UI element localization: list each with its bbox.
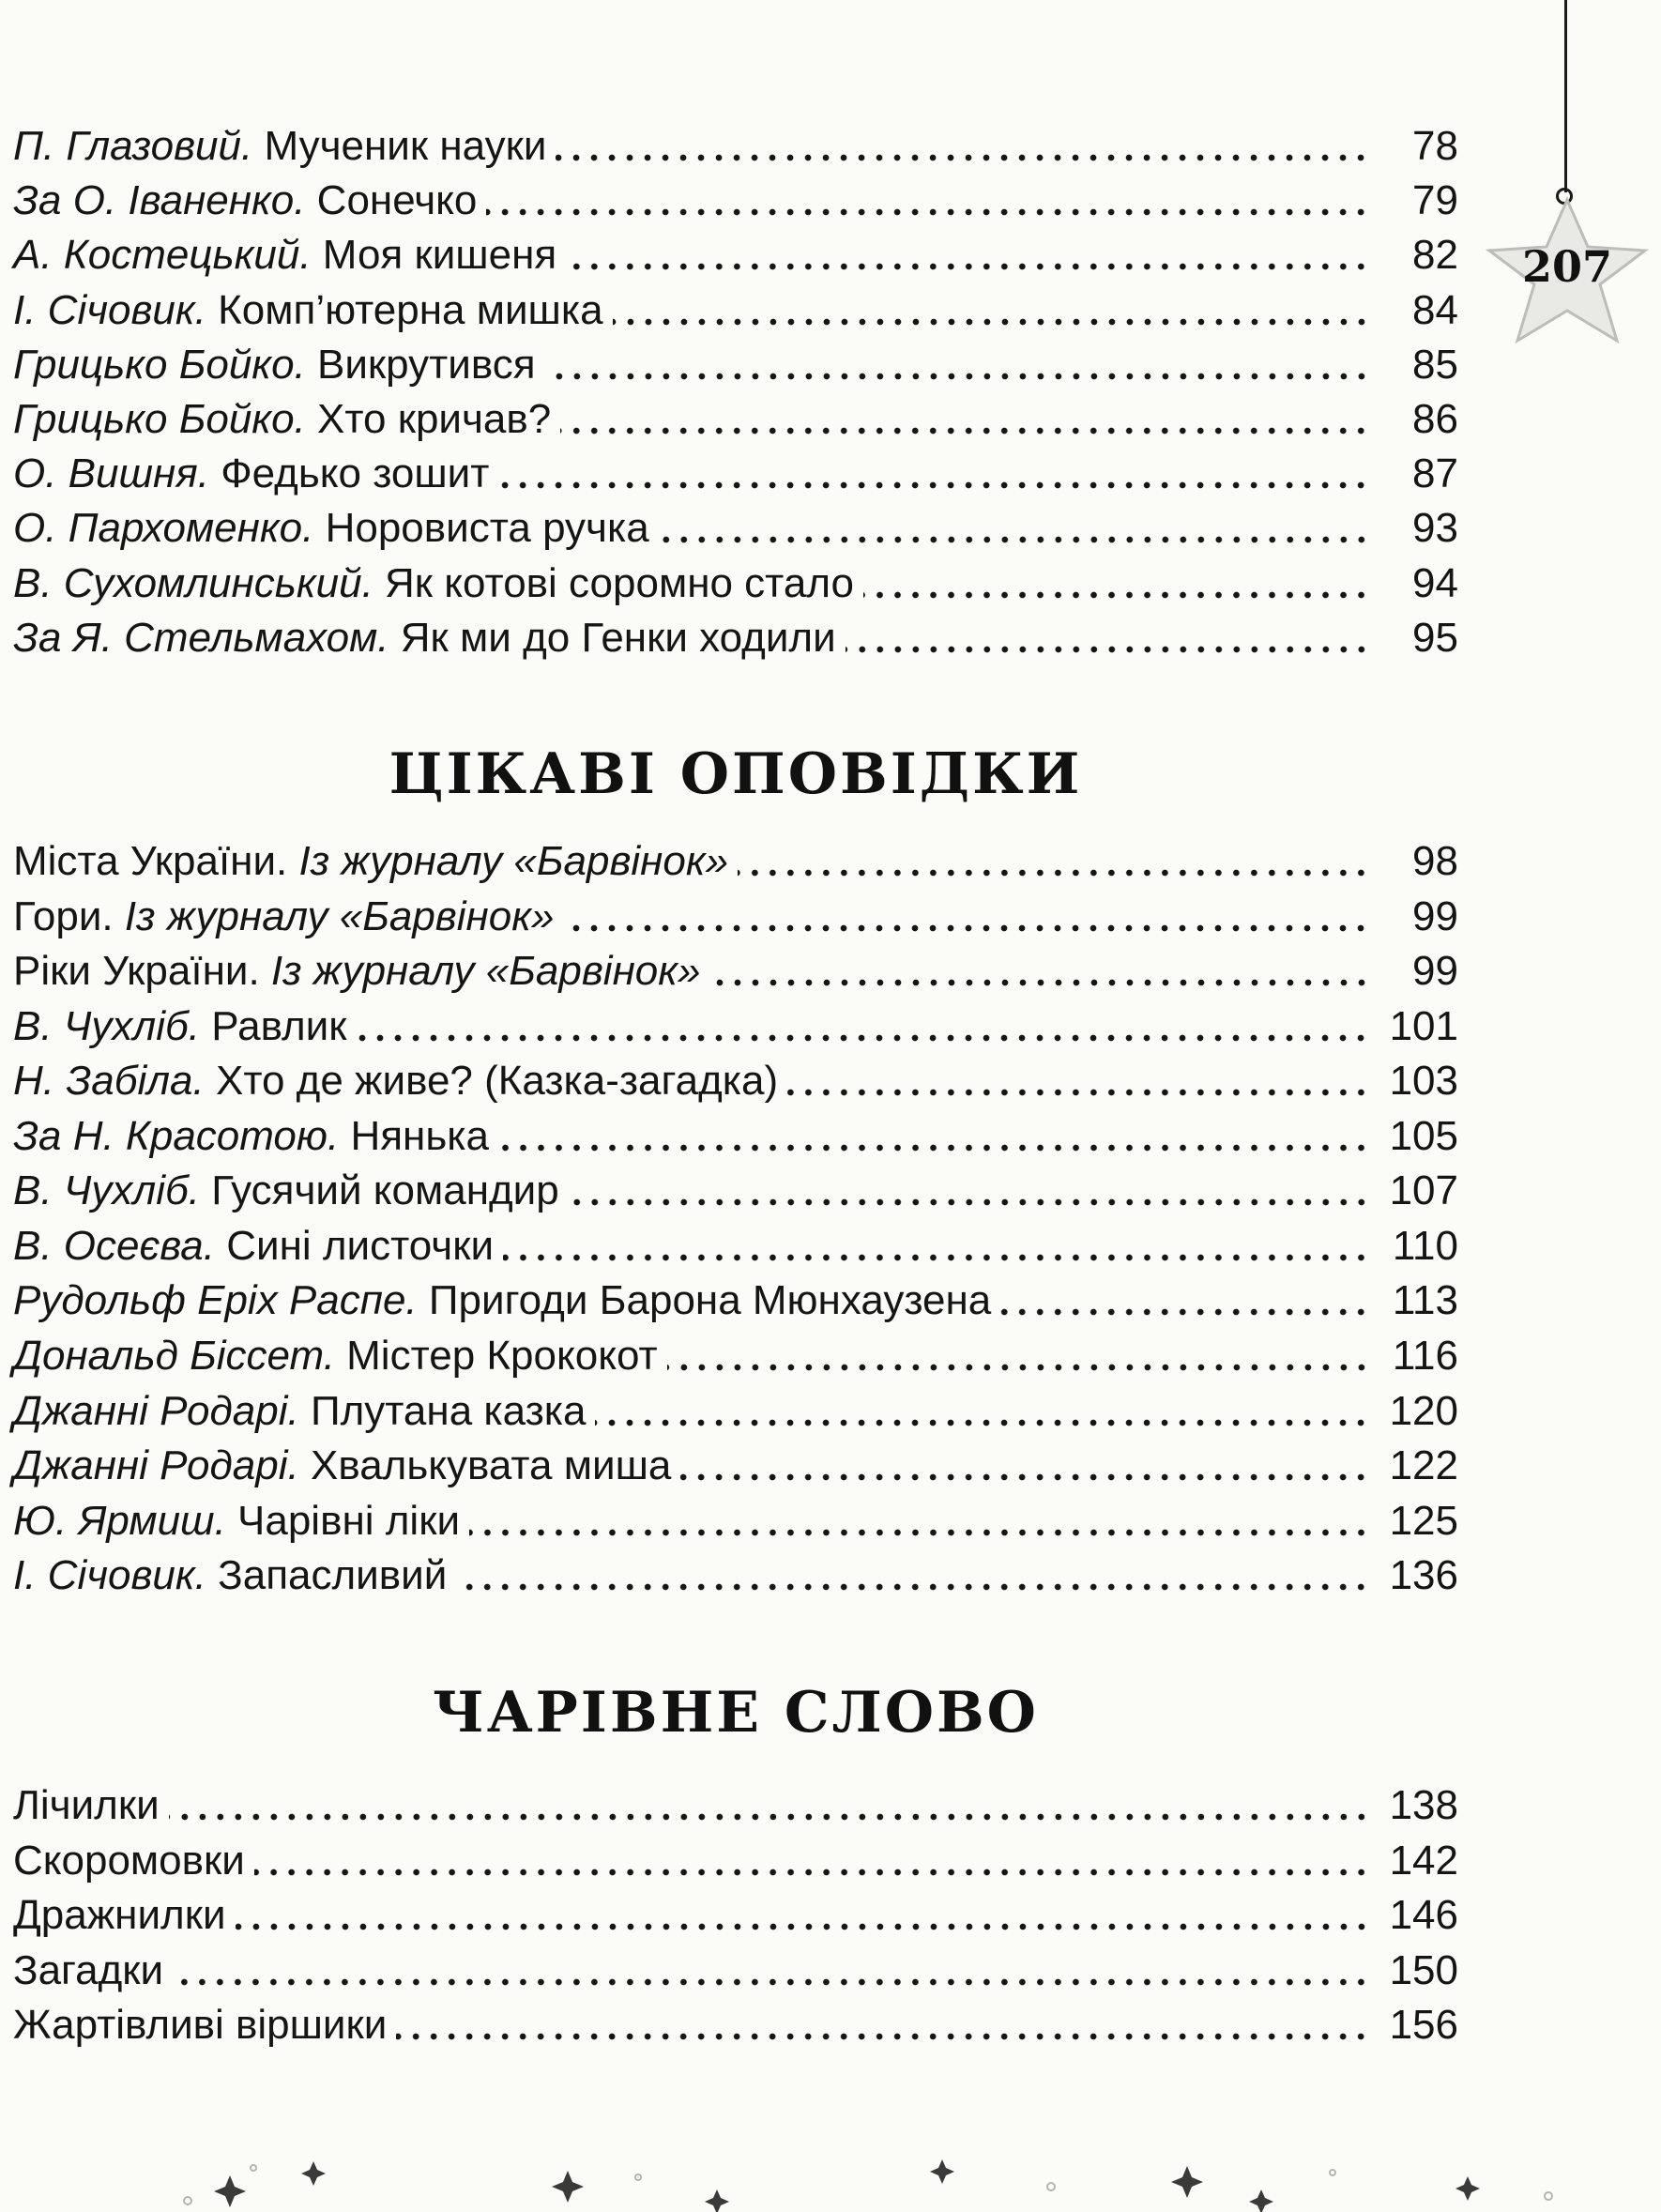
entry-page-number: 95 [1412, 615, 1458, 661]
entry-author: Н. Забіла. [13, 1058, 205, 1104]
entry-title-group [13, 1060, 778, 1102]
entry-author: І. Січовик. [13, 1552, 206, 1598]
toc-entry[interactable] [13, 277, 1458, 331]
entry-title-group [13, 1388, 587, 1434]
dot-leader [560, 427, 1370, 435]
entry-page-number: 87 [1412, 450, 1458, 496]
dot-leader [738, 869, 1370, 877]
entry-title-group [13, 1782, 160, 1828]
entry-page-number: 146 [1389, 1892, 1458, 1938]
entry-title: Федько зошит [221, 450, 490, 496]
entry-title-group [13, 1552, 448, 1598]
entry-page-number: 99 [1412, 893, 1458, 939]
section-heading: ЦІКАВІ ОПОВІДКИ [389, 741, 1083, 807]
entry-title: Скоромовки [13, 1838, 245, 1884]
entry-title: Хто де живе? (Казка-загадка) [215, 1058, 779, 1104]
entry-title: Як котові соромно стало [385, 560, 854, 606]
entry-author: За Я. Стельмахом. [13, 615, 389, 661]
entry-author: О. Пархоменко. [13, 505, 314, 551]
entry-title: Міста України. [13, 838, 288, 884]
entry-author: І. Січовик. [13, 287, 206, 333]
entry-title: Хто кричав? [317, 396, 552, 442]
dot-leader [503, 1254, 1370, 1261]
entry-title-group [13, 1442, 672, 1488]
entry-title-group [13, 396, 552, 442]
entry-title: Равлик [211, 1003, 347, 1049]
entry-source: Із журналу «Барвінок» [124, 893, 555, 939]
entry-page-number: 113 [1392, 1277, 1458, 1323]
toc-entry[interactable] [13, 1378, 1458, 1432]
entry-title-group [13, 1335, 658, 1377]
entry-page-number: 93 [1412, 505, 1458, 551]
entry-author: А. Костецький. [13, 232, 312, 278]
dot-leader [545, 373, 1370, 380]
entry-author: В. Осеєва. [13, 1223, 215, 1269]
entry-title: Гусячий командир [211, 1167, 559, 1213]
entry-page-number: 103 [1389, 1058, 1458, 1104]
entry-title-group [13, 893, 555, 939]
dot-leader [613, 318, 1370, 326]
entry-title: Жартівливі віршики [13, 2002, 388, 2048]
toc-entry[interactable] [13, 1103, 1458, 1157]
entry-title: Загадки [13, 1947, 164, 1993]
entry-author: Джанні Родарі. [13, 1388, 299, 1434]
entry-title-group [13, 560, 854, 606]
page-number-star [1478, 192, 1656, 352]
toc-entry[interactable] [13, 1542, 1458, 1596]
entry-author: За Н. Красотою. [13, 1113, 340, 1159]
dot-leader [566, 263, 1370, 270]
entry-page-number: 125 [1389, 1498, 1458, 1544]
sparkle-icon [552, 2171, 584, 2203]
entry-author: Джанні Родарі. [13, 1442, 299, 1488]
sparkle-icon [301, 2161, 326, 2186]
entry-title-group [13, 615, 836, 661]
sparkle-icon [1249, 2189, 1273, 2212]
entry-title: Запасливий [218, 1552, 448, 1598]
dot-leader [556, 154, 1370, 161]
entry-title: Містер Крококот [346, 1333, 658, 1379]
toc-entry[interactable] [13, 1213, 1458, 1267]
entry-page-number: 122 [1389, 1442, 1458, 1488]
toc-entry[interactable] [13, 1267, 1458, 1321]
entry-title-group [13, 1277, 992, 1323]
entry-page-number: 107 [1389, 1167, 1458, 1213]
entry-title: Комп’ютерна мишка [218, 287, 603, 333]
entry-page-number: 79 [1412, 177, 1458, 223]
entry-title: Плутана казка [310, 1388, 587, 1434]
sparkle-icon [1455, 2176, 1480, 2201]
entry-author: Грицько Бойко. [13, 396, 306, 442]
entry-title-group [13, 1498, 461, 1544]
entry-page-number: 101 [1389, 1003, 1458, 1049]
entry-title: Лічилки [13, 1782, 160, 1828]
toc-entry[interactable] [13, 495, 1458, 549]
entry-author: Рудольф Еріх Распе. [13, 1277, 418, 1323]
entry-title: Хвалькувата миша [310, 1442, 672, 1488]
toc-entry[interactable] [13, 331, 1458, 386]
dot-leader [667, 1364, 1370, 1371]
entry-title-group [13, 1892, 226, 1938]
entry-title-group [13, 1840, 245, 1882]
entry-title: Ріки України. [13, 948, 260, 994]
entry-title-group [13, 450, 490, 496]
entry-title: Як ми до Генки ходили [400, 615, 836, 661]
dot-leader [680, 1473, 1370, 1481]
dot-leader [396, 2033, 1370, 2040]
entry-page-number: 110 [1392, 1223, 1458, 1269]
sparkle-icon [705, 2189, 729, 2212]
section-heading: ЧАРІВНЕ СЛОВО [433, 1680, 1039, 1746]
toc-entry[interactable] [13, 1487, 1458, 1542]
entry-title-group [13, 838, 729, 884]
entry-title-group [13, 1947, 164, 1993]
sparkle-icon [1171, 2166, 1203, 2198]
toc-entry[interactable] [13, 113, 1458, 167]
toc-entry[interactable] [13, 1157, 1458, 1212]
entry-page-number: 116 [1392, 1333, 1458, 1379]
entry-page-number: 142 [1389, 1838, 1458, 1884]
toc-entry[interactable] [13, 883, 1458, 938]
entry-page-number: 150 [1389, 1947, 1458, 1993]
dot-leader [456, 1583, 1370, 1591]
entry-title: Чарівні ліки [237, 1498, 461, 1544]
dot-leader [563, 924, 1370, 932]
dot-leader [486, 208, 1370, 216]
page-number: 207 [1521, 241, 1613, 292]
entry-source: Із журналу «Барвінок» [270, 948, 701, 994]
entry-title-group [13, 505, 649, 551]
entry-author: В. Чухліб. [13, 1167, 200, 1213]
dot-leader [595, 1419, 1370, 1426]
entry-title-group [13, 344, 536, 386]
toc-entry[interactable] [13, 1432, 1458, 1487]
entry-title: Норовиста ручка [325, 505, 649, 551]
entry-page-number: 86 [1412, 396, 1458, 442]
entry-title-group [13, 1003, 347, 1049]
toc-entry[interactable] [13, 1322, 1458, 1377]
entry-title-group [13, 1223, 495, 1269]
toc-entry[interactable] [13, 1991, 1458, 2046]
entry-title: Пригоди Барона Мюнхаузена [428, 1277, 992, 1323]
dot-leader [254, 1869, 1370, 1876]
entry-page-number: 105 [1389, 1113, 1458, 1159]
entry-page-number: 99 [1412, 948, 1458, 994]
entry-page-number: 120 [1389, 1388, 1458, 1434]
entry-title-group [13, 123, 547, 169]
decorative-stars-footer [0, 2149, 1661, 2212]
dot-leader [787, 1089, 1370, 1096]
entry-page-number: 94 [1412, 560, 1458, 606]
entry-author: Ю. Ярмиш. [13, 1498, 226, 1544]
ornament-string [1564, 0, 1567, 192]
entry-page-number: 82 [1412, 232, 1458, 278]
entry-title: Нянька [350, 1113, 489, 1159]
dot-leader [1000, 1308, 1370, 1316]
entry-page-number: 78 [1412, 123, 1458, 169]
toc-entry[interactable] [13, 386, 1458, 440]
entry-page-number: 98 [1412, 838, 1458, 884]
dot-leader [173, 1978, 1370, 1986]
toc-entry[interactable] [13, 938, 1458, 992]
dot-leader [659, 536, 1370, 543]
dot-leader [498, 481, 1370, 489]
dot-leader [498, 1144, 1370, 1152]
dot-leader [469, 1529, 1370, 1536]
entry-title-group [13, 177, 478, 223]
entry-page-number: 156 [1389, 2002, 1458, 2048]
entry-author: П. Глазовий. [13, 123, 253, 169]
entry-page-number: 84 [1412, 287, 1458, 333]
entry-title-group [13, 287, 603, 333]
entry-author: В. Чухліб. [13, 1003, 200, 1049]
entry-author: В. Сухомлинський. [13, 560, 373, 606]
entry-title-group [13, 1113, 489, 1159]
entry-author: О. Вишня. [13, 450, 209, 496]
entry-title-group [13, 1167, 559, 1213]
toc-entry[interactable] [13, 1047, 1458, 1102]
dot-leader [169, 1813, 1370, 1821]
entry-page-number: 136 [1389, 1552, 1458, 1598]
toc-entry[interactable] [13, 167, 1458, 221]
toc-entry[interactable] [13, 993, 1458, 1047]
entry-title: Гори. [13, 893, 114, 939]
entry-title: Сині листочки [226, 1223, 495, 1269]
toc-entry[interactable] [13, 1827, 1458, 1882]
toc-entry[interactable] [13, 604, 1458, 659]
toc-entry[interactable] [13, 1882, 1458, 1936]
entry-author: Грицько Бойко. [13, 342, 306, 388]
dot-leader [569, 1198, 1370, 1206]
entry-title: Сонечко [316, 177, 478, 223]
dot-leader [710, 979, 1370, 986]
sparkle-icon [214, 2175, 246, 2207]
toc-entry[interactable] [13, 440, 1458, 495]
entry-title-group [13, 232, 557, 278]
toc-entry[interactable] [13, 828, 1458, 882]
dot-leader [846, 646, 1370, 653]
entry-author: Дональд Біссет. [13, 1333, 335, 1379]
entry-title: Моя кишеня [322, 232, 557, 278]
dot-leader [236, 1923, 1370, 1930]
entry-title: Дражнилки [13, 1892, 226, 1938]
dot-leader [356, 1034, 1370, 1042]
entry-page-number: 85 [1412, 342, 1458, 388]
entry-author: За О. Іваненко. [13, 177, 306, 223]
entry-title-group [13, 948, 701, 994]
entry-page-number: 138 [1389, 1782, 1458, 1828]
toc-entry[interactable] [13, 1772, 1458, 1826]
entry-title: Викрутився [317, 342, 536, 388]
dot-leader [863, 591, 1370, 599]
toc-entry[interactable] [13, 221, 1458, 276]
toc-entry[interactable] [13, 550, 1458, 604]
entry-source: Із журналу «Барвінок» [298, 838, 729, 884]
entry-title-group [13, 2002, 388, 2048]
sparkle-icon [930, 2159, 954, 2184]
entry-title: Мученик науки [264, 123, 547, 169]
toc-entry[interactable] [13, 1937, 1458, 1991]
